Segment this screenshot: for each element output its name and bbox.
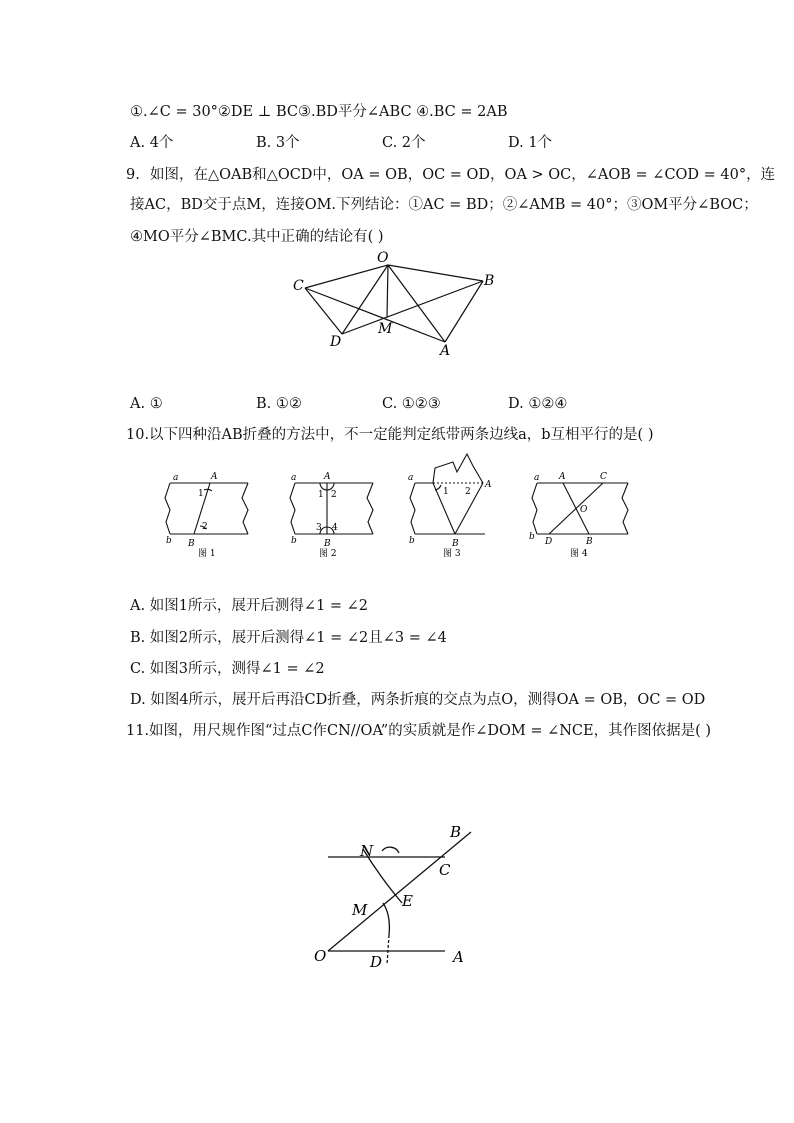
fig4-a: a xyxy=(534,473,540,483)
q11-number: 11. xyxy=(126,723,150,739)
q10-option-b: B. 如图2所示，展开后测得∠1 = ∠2且∠3 = ∠4 xyxy=(130,630,447,646)
fig4-A: A xyxy=(559,472,566,482)
q9-line2: 接AC，BD交于点M，连接OM.下列结论：①AC = BD；②∠AMB = 40°；③OM平分∠BOC； xyxy=(130,197,758,213)
fig1-b: b xyxy=(166,536,172,546)
q9-label-m: M xyxy=(378,321,393,337)
q8-option-c: C. 2个 xyxy=(382,135,426,151)
fig2-caption: 图 2 xyxy=(319,549,337,559)
q10-option-a: A. 如图1所示，展开后测得∠1 = ∠2 xyxy=(130,598,369,614)
q11-label-a: A xyxy=(453,948,464,966)
q9-label-d: D xyxy=(330,334,342,350)
q9-option-b: B. ①② xyxy=(256,396,302,412)
fig1-B: B xyxy=(188,539,195,549)
fig2-B: B xyxy=(324,539,331,549)
q8-option-a: A. 4个 xyxy=(130,135,174,151)
fig1-A: A xyxy=(211,472,218,482)
fig1-1: 1 xyxy=(198,489,204,499)
q11-label-d: D xyxy=(370,953,383,971)
q9-figure xyxy=(280,245,510,360)
fig4-B: B xyxy=(586,537,593,547)
q9-label-c: C xyxy=(293,278,304,294)
q11-figure xyxy=(305,815,485,975)
fig2-4: 4 xyxy=(332,523,338,533)
fig3-2: 2 xyxy=(465,487,471,497)
q9-label-b: B xyxy=(484,273,495,289)
fig2-b: b xyxy=(291,536,297,546)
q9-label-a: A xyxy=(440,343,451,359)
fig3-b: b xyxy=(409,536,415,546)
q10-figure-1 xyxy=(160,450,255,560)
fig1-caption: 图 1 xyxy=(198,549,216,559)
fig3-1: 1 xyxy=(443,487,449,497)
q10-figure-4 xyxy=(525,450,635,560)
q8-statements: ①.∠C = 30°②DE ⊥ BC③.BD平分∠ABC ④.BC = 2AB xyxy=(130,104,508,120)
q9-option-d: D. ①②④ xyxy=(508,396,568,412)
fig2-3: 3 xyxy=(316,523,322,533)
q10-option-d: D. 如图4所示，展开后再沿CD折叠，两条折痕的交点为点O，测得OA = OB，OC = OD xyxy=(130,692,706,708)
q10-option-c: C. 如图3所示，测得∠1 = ∠2 xyxy=(130,661,325,677)
fig3-A: A xyxy=(485,480,492,490)
q10-figure-3 xyxy=(405,450,505,560)
fig4-O: O xyxy=(580,505,588,515)
fig4-b: b xyxy=(529,532,535,542)
q11-label-c: C xyxy=(439,861,451,879)
q11-stem: 如图，用尺规作图“过点C作CN//OA”的实质就是作∠DOM = ∠NCE，其作图依据是( ) xyxy=(149,723,712,739)
fig4-D: D xyxy=(545,537,553,547)
q10-stem: 以下四种沿AB折叠的方法中，不一定能判定纸带两条边线a，b互相平行的是( ) xyxy=(149,427,654,443)
q9-line1: 如图，在△OAB和△OCD中，OA = OB，OC = OD，OA > OC，∠AOB = ∠COD = 40°，连 xyxy=(150,167,776,183)
q11-label-o: O xyxy=(314,947,327,965)
fig2-A: A xyxy=(324,472,331,482)
q9-number: 9. xyxy=(126,167,140,183)
q9-option-c: C. ①②③ xyxy=(382,396,441,412)
q11-label-b: B xyxy=(450,823,462,841)
fig2-1: 1 xyxy=(318,490,324,500)
fig3-caption: 图 3 xyxy=(443,549,461,559)
q9-line3: ④MO平分∠BMC.其中正确的结论有( ) xyxy=(130,229,384,245)
fig1-a: a xyxy=(173,473,179,483)
q11-label-n: N xyxy=(360,842,374,860)
q8-option-d: D. 1个 xyxy=(508,135,553,151)
q10-number: 10. xyxy=(126,427,150,443)
q11-label-e: E xyxy=(402,892,413,910)
q9-label-o: O xyxy=(377,250,389,266)
fig1-2: 2 xyxy=(202,522,208,532)
q10-figure-2 xyxy=(285,450,380,560)
fig2-a: a xyxy=(291,473,297,483)
q11-label-m: M xyxy=(352,901,368,919)
fig4-caption: 图 4 xyxy=(570,549,588,559)
fig3-a: a xyxy=(408,473,414,483)
fig4-C: C xyxy=(600,472,607,482)
q8-option-b: B. 3个 xyxy=(256,135,300,151)
fig3-B: B xyxy=(452,539,459,549)
q9-option-a: A. ① xyxy=(130,396,163,412)
fig2-2: 2 xyxy=(331,490,337,500)
